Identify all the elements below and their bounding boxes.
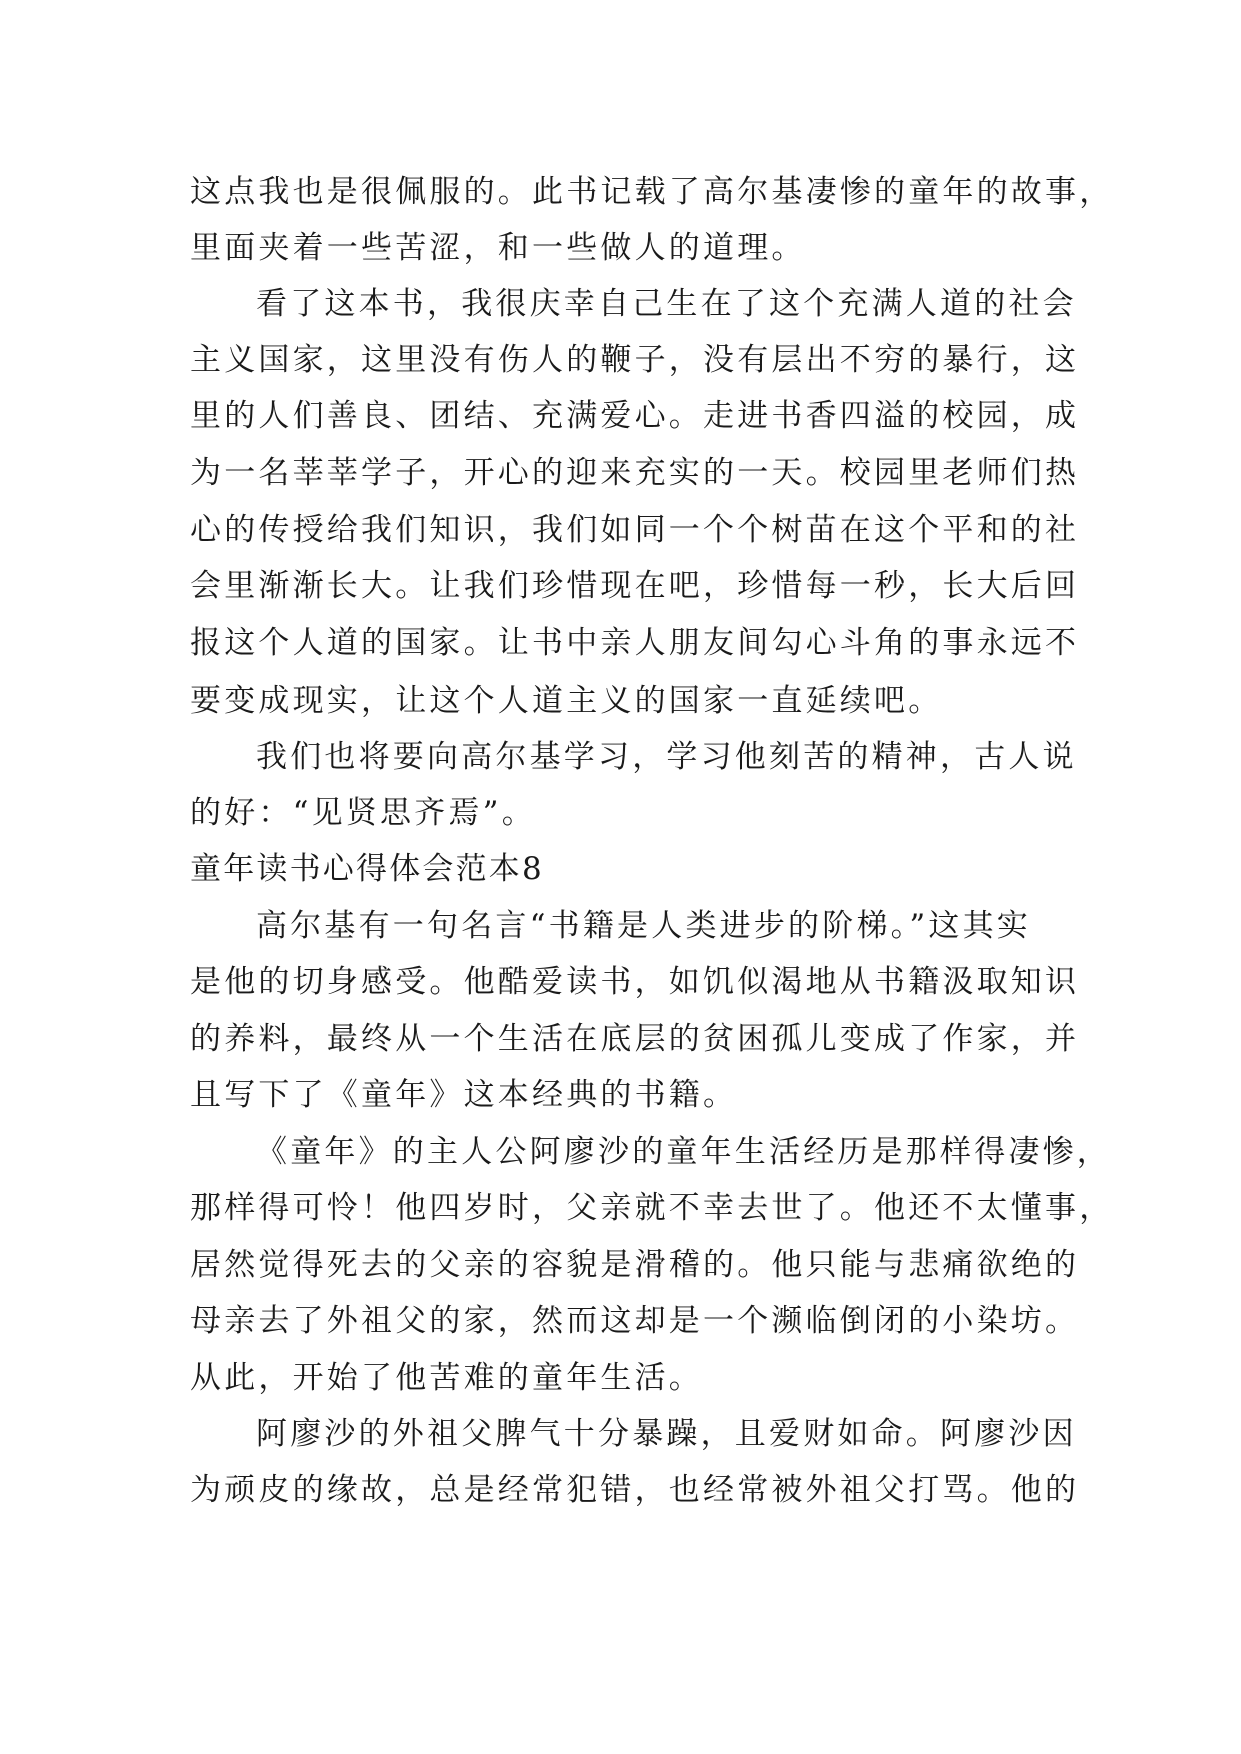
text-line: 为顽皮的缘故，总是经常犯错，也经常被外祖父打骂。他的 bbox=[190, 1472, 1080, 1508]
text-line: 的养料，最终从一个生活在底层的贫困孤儿变成了作家，并 bbox=[190, 1021, 1080, 1057]
text-line: 主义国家，这里没有伤人的鞭子，没有层出不穷的暴行，这 bbox=[190, 342, 1080, 378]
text-line: 要变成现实，让这个人道主义的国家一直延续吧。 bbox=[190, 683, 943, 719]
paragraph-first-line: 阿廖沙的外祖父脾气十分暴躁，且爱财如命。阿廖沙因 bbox=[256, 1416, 1077, 1452]
text-line: 这点我也是很佩服的。此书记载了高尔基凄惨的童年的故事， bbox=[190, 174, 1114, 210]
text-line: 居然觉得死去的父亲的容貌是滑稽的。他只能与悲痛欲绝的 bbox=[190, 1247, 1080, 1283]
paragraph-first-line: 高尔基有一句名言“书籍是人类进步的阶梯。”这其实 bbox=[256, 908, 1031, 944]
text-line: 报这个人道的国家。让书中亲人朋友间勾心斗角的事永远不 bbox=[190, 625, 1080, 661]
text-line: 会里渐渐长大。让我们珍惜现在吧，珍惜每一秒，长大后回 bbox=[190, 568, 1080, 604]
text-line: 母亲去了外祖父的家，然而这却是一个濒临倒闭的小染坊。 bbox=[190, 1303, 1080, 1339]
text-line: 为一名莘莘学子，开心的迎来充实的一天。校园里老师们热 bbox=[190, 455, 1080, 491]
text-line: 的好：“见贤思齐焉”。 bbox=[190, 795, 536, 831]
text-line: 从此，开始了他苦难的童年生活。 bbox=[190, 1360, 703, 1396]
paragraph-first-line: 看了这本书，我很庆幸自己生在了这个充满人道的社会 bbox=[256, 286, 1077, 322]
text-line: 里面夹着一些苦涩，和一些做人的道理。 bbox=[190, 230, 806, 266]
text-line: 里的人们善良、团结、充满爱心。走进书香四溢的校园，成 bbox=[190, 398, 1080, 434]
section-heading: 童年读书心得体会范本8 bbox=[190, 851, 544, 887]
paragraph-first-line: 《童年》的主人公阿廖沙的童年生活经历是那样得凄惨， bbox=[256, 1134, 1111, 1170]
text-line: 那样得可怜！他四岁时，父亲就不幸去世了。他还不太懂事， bbox=[190, 1190, 1114, 1226]
text-line: 心的传授给我们知识，我们如同一个个树苗在这个平和的社 bbox=[190, 512, 1080, 548]
paragraph-first-line: 我们也将要向高尔基学习，学习他刻苦的精神，古人说 bbox=[256, 739, 1077, 775]
text-line: 且写下了《童年》这本经典的书籍。 bbox=[190, 1077, 738, 1113]
text-line: 是他的切身感受。他酷爱读书，如饥似渴地从书籍汲取知识 bbox=[190, 964, 1080, 1000]
